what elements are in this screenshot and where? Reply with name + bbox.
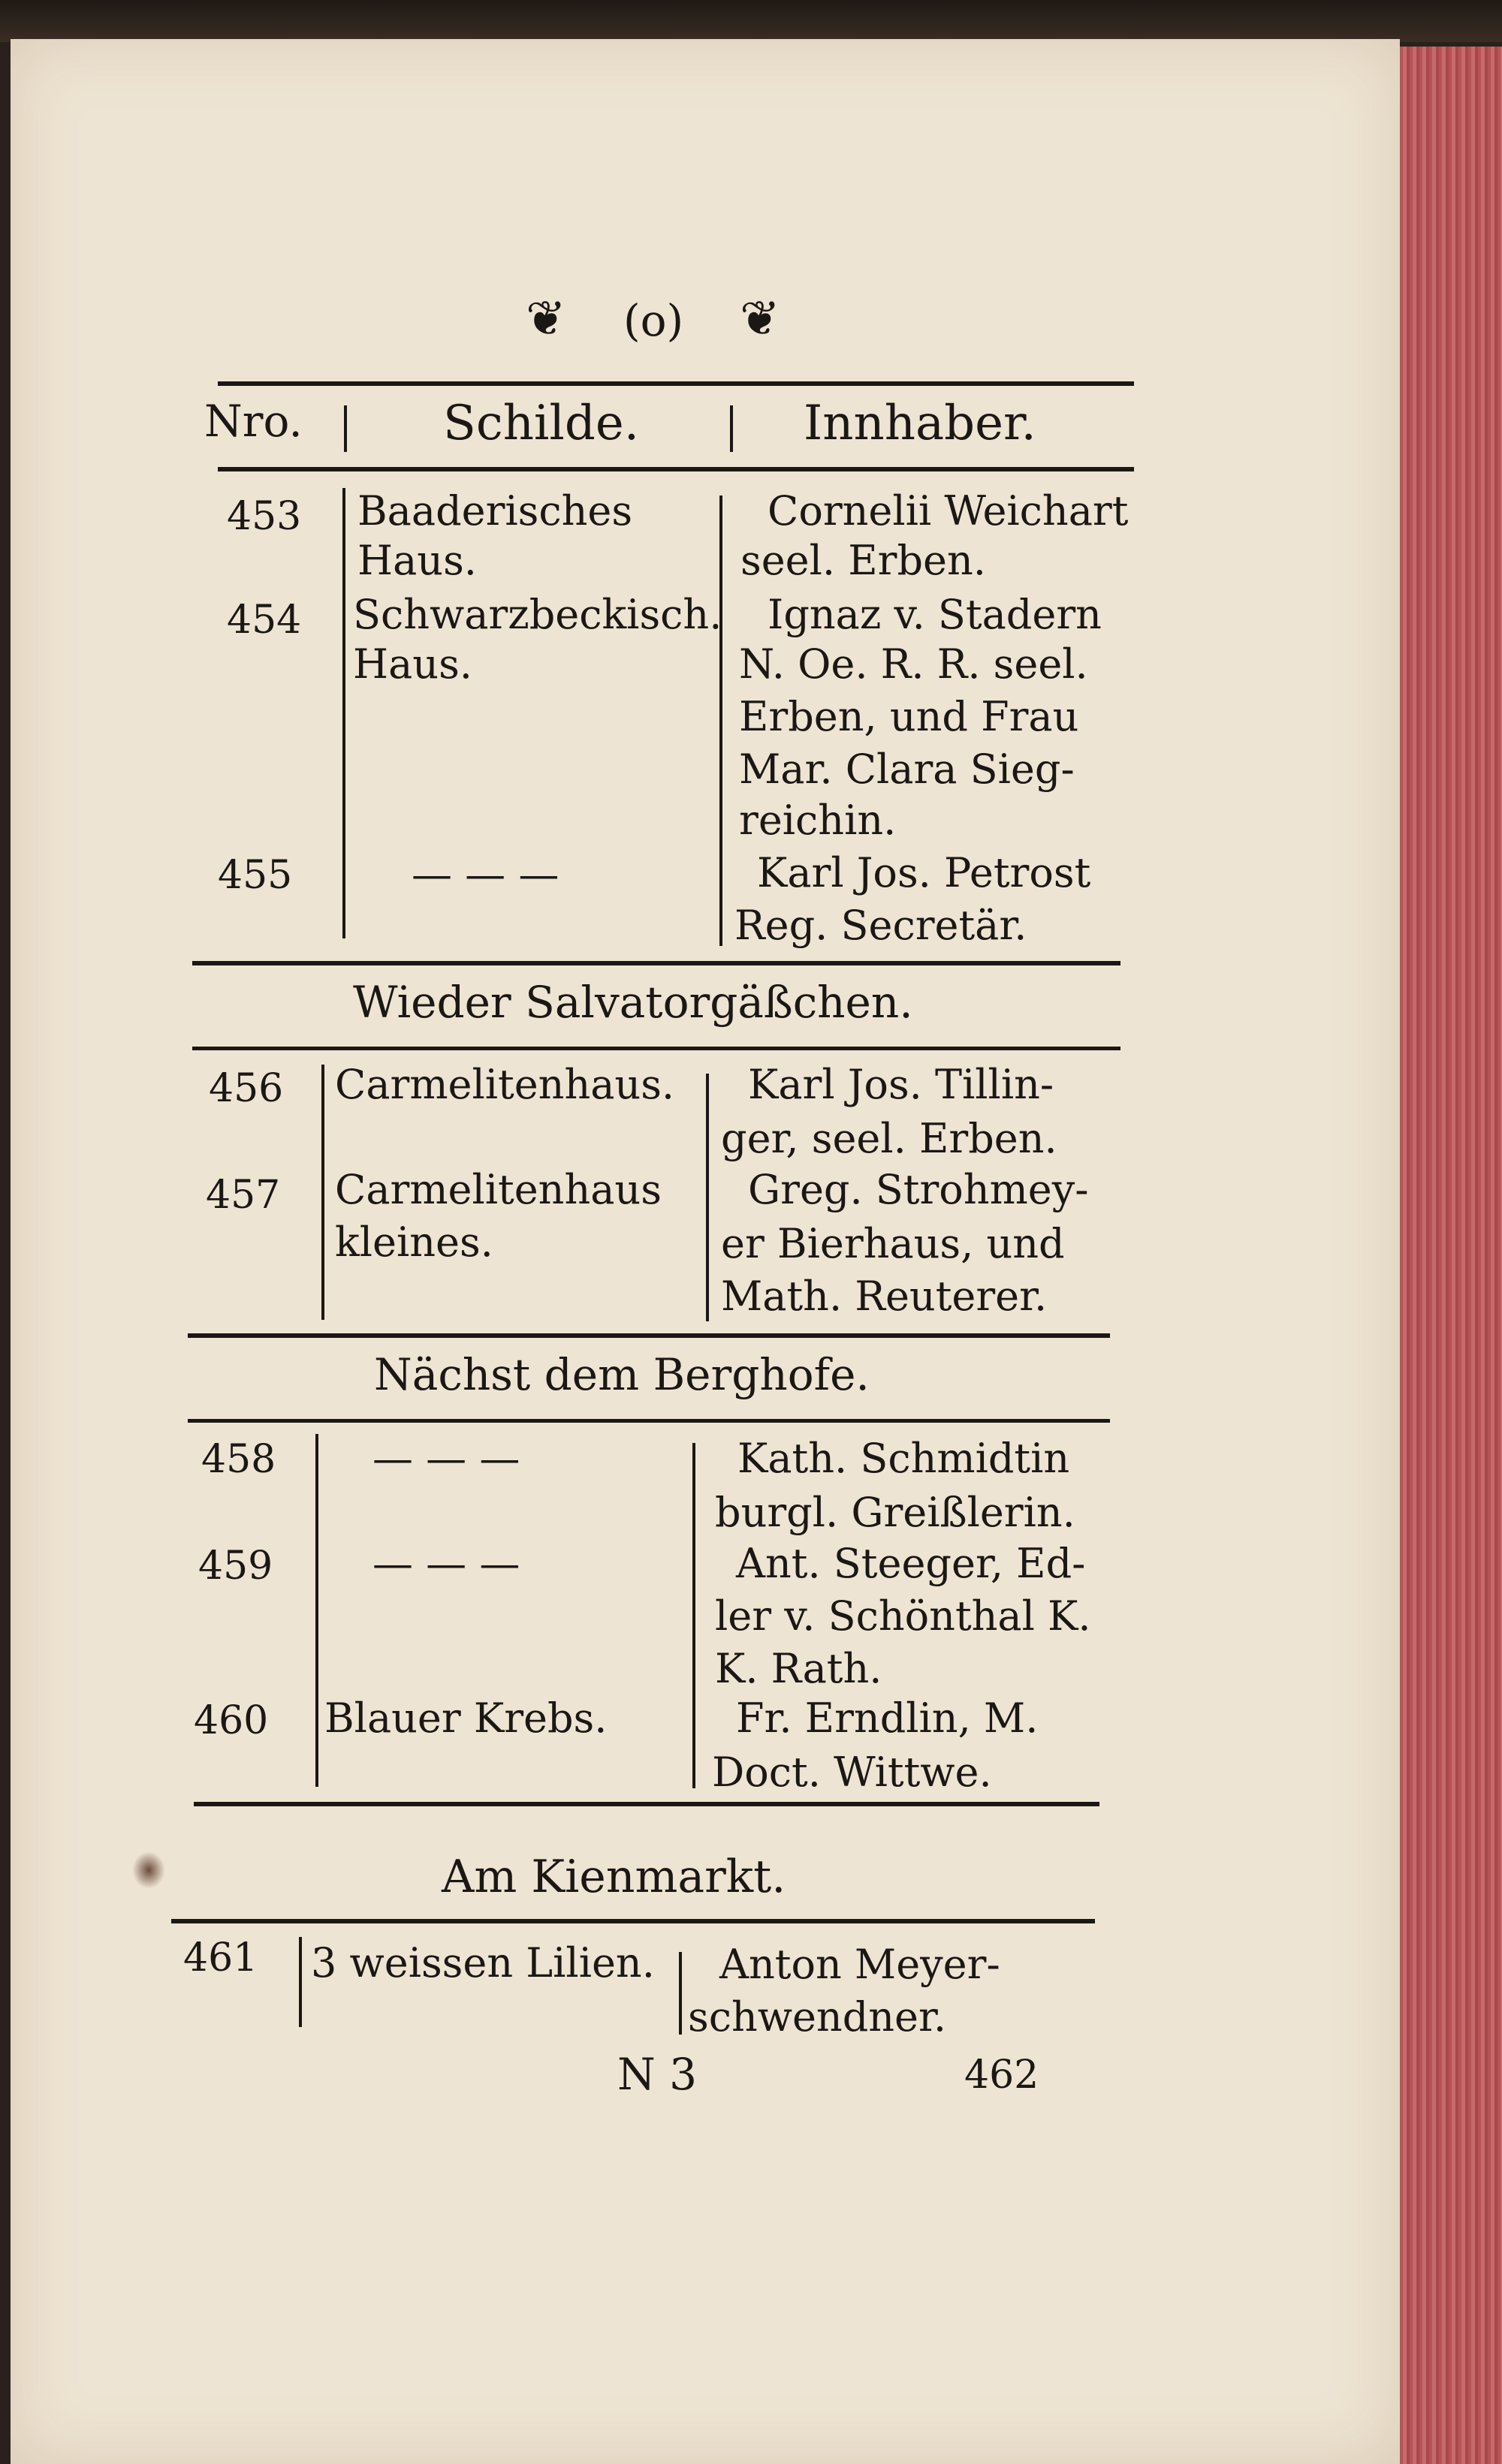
innhaber-cell: Cornelii Weichart — [768, 487, 1129, 535]
innhaber-cell: Reg. Secretär. — [734, 902, 1027, 949]
header-rule-bottom — [218, 467, 1134, 471]
section-rule — [188, 1419, 1110, 1423]
house-number: 460 — [194, 1698, 269, 1743]
catchword: 462 — [964, 2053, 1039, 2098]
innhaber-cell: ler v. Schönthal K. — [715, 1592, 1091, 1640]
schilde-dashes: — — — — [412, 851, 559, 898]
innhaber-cell: N. Oe. R. R. seel. — [739, 640, 1088, 688]
column-divider — [299, 1937, 302, 2027]
house-number: 458 — [201, 1437, 276, 1482]
innhaber-cell: Erben, und Frau — [739, 693, 1079, 740]
schilde-cell: 3 weissen Lilien. — [311, 1939, 655, 1987]
schilde-dashes: — — — — [372, 1435, 520, 1482]
header-divider — [730, 405, 733, 452]
schilde-cell: kleines. — [335, 1218, 493, 1266]
section-rule — [194, 1802, 1099, 1806]
innhaber-cell: Anton Meyer- — [719, 1941, 1000, 1988]
section-title: Am Kienmarkt. — [442, 1851, 786, 1903]
innhaber-cell: Math. Reuterer. — [721, 1273, 1048, 1320]
innhaber-cell: schwendner. — [688, 1993, 947, 2041]
house-number: 453 — [227, 494, 302, 539]
column-divider — [315, 1434, 318, 1787]
column-divider — [706, 1074, 709, 1321]
section-title: Wieder Salvatorgäßchen. — [353, 977, 913, 1028]
column-divider — [692, 1443, 695, 1788]
fleuron-icon: ❦ — [740, 291, 780, 347]
innhaber-cell: seel. Erben. — [740, 537, 986, 584]
innhaber-cell: Kath. Schmidtin — [737, 1435, 1070, 1482]
innhaber-cell: Fr. Erndlin, M. — [736, 1694, 1039, 1742]
innhaber-cell: reichin. — [739, 797, 897, 844]
header-schilde: Schilde. — [443, 396, 640, 451]
section-rule — [192, 1047, 1120, 1050]
innhaber-cell: K. Rath. — [715, 1645, 882, 1692]
innhaber-cell: er Bierhaus, und — [721, 1220, 1065, 1267]
paper-stain — [132, 1851, 165, 1889]
house-number: 461 — [183, 1935, 258, 1981]
schilde-cell: Baaderisches — [357, 487, 633, 535]
innhaber-cell: ger, seel. Erben. — [721, 1115, 1057, 1162]
column-divider — [321, 1065, 324, 1320]
house-number: 454 — [227, 598, 302, 643]
page-marker: (o) — [623, 295, 684, 346]
column-divider — [679, 1952, 682, 2035]
innhaber-cell: Karl Jos. Petrost — [757, 849, 1091, 896]
innhaber-cell: Doct. Wittwe. — [712, 1749, 992, 1796]
innhaber-cell: Greg. Strohmey- — [748, 1166, 1089, 1213]
house-number: 457 — [206, 1173, 281, 1218]
innhaber-cell: Karl Jos. Tillin- — [748, 1061, 1054, 1108]
header-divider — [344, 405, 347, 452]
schilde-cell: Carmelitenhaus. — [335, 1061, 675, 1108]
section-title: Nächst dem Berghofe. — [374, 1349, 870, 1400]
signature-mark: N 3 — [617, 2049, 698, 2100]
schilde-cell: Carmelitenhaus — [335, 1166, 662, 1213]
schilde-cell: Blauer Krebs. — [324, 1694, 608, 1742]
innhaber-cell: Mar. Clara Sieg- — [739, 746, 1075, 793]
section-rule — [192, 961, 1120, 965]
page-edge-red — [1400, 47, 1502, 2464]
schilde-dashes: — — — — [372, 1540, 520, 1587]
house-number: 456 — [209, 1066, 284, 1111]
section-rule — [171, 1919, 1095, 1923]
schilde-cell: Haus. — [353, 640, 472, 688]
header-innhaber: Innhaber. — [804, 396, 1036, 451]
header-nro: Nro. — [204, 396, 303, 447]
fleuron-icon: ❦ — [526, 291, 566, 347]
background-top — [0, 0, 1502, 42]
innhaber-cell: burgl. Greißlerin. — [715, 1489, 1075, 1536]
section-rule — [188, 1333, 1110, 1338]
column-divider — [719, 496, 722, 946]
house-number: 455 — [218, 853, 293, 898]
schilde-cell: Haus. — [357, 537, 477, 584]
house-number: 459 — [198, 1544, 273, 1589]
header-rule-top — [218, 381, 1134, 386]
schilde-cell: Schwarzbeckisch. — [353, 591, 722, 638]
innhaber-cell: Ignaz v. Stadern — [768, 591, 1102, 638]
innhaber-cell: Ant. Steeger, Ed- — [736, 1540, 1086, 1587]
column-divider — [342, 488, 345, 938]
